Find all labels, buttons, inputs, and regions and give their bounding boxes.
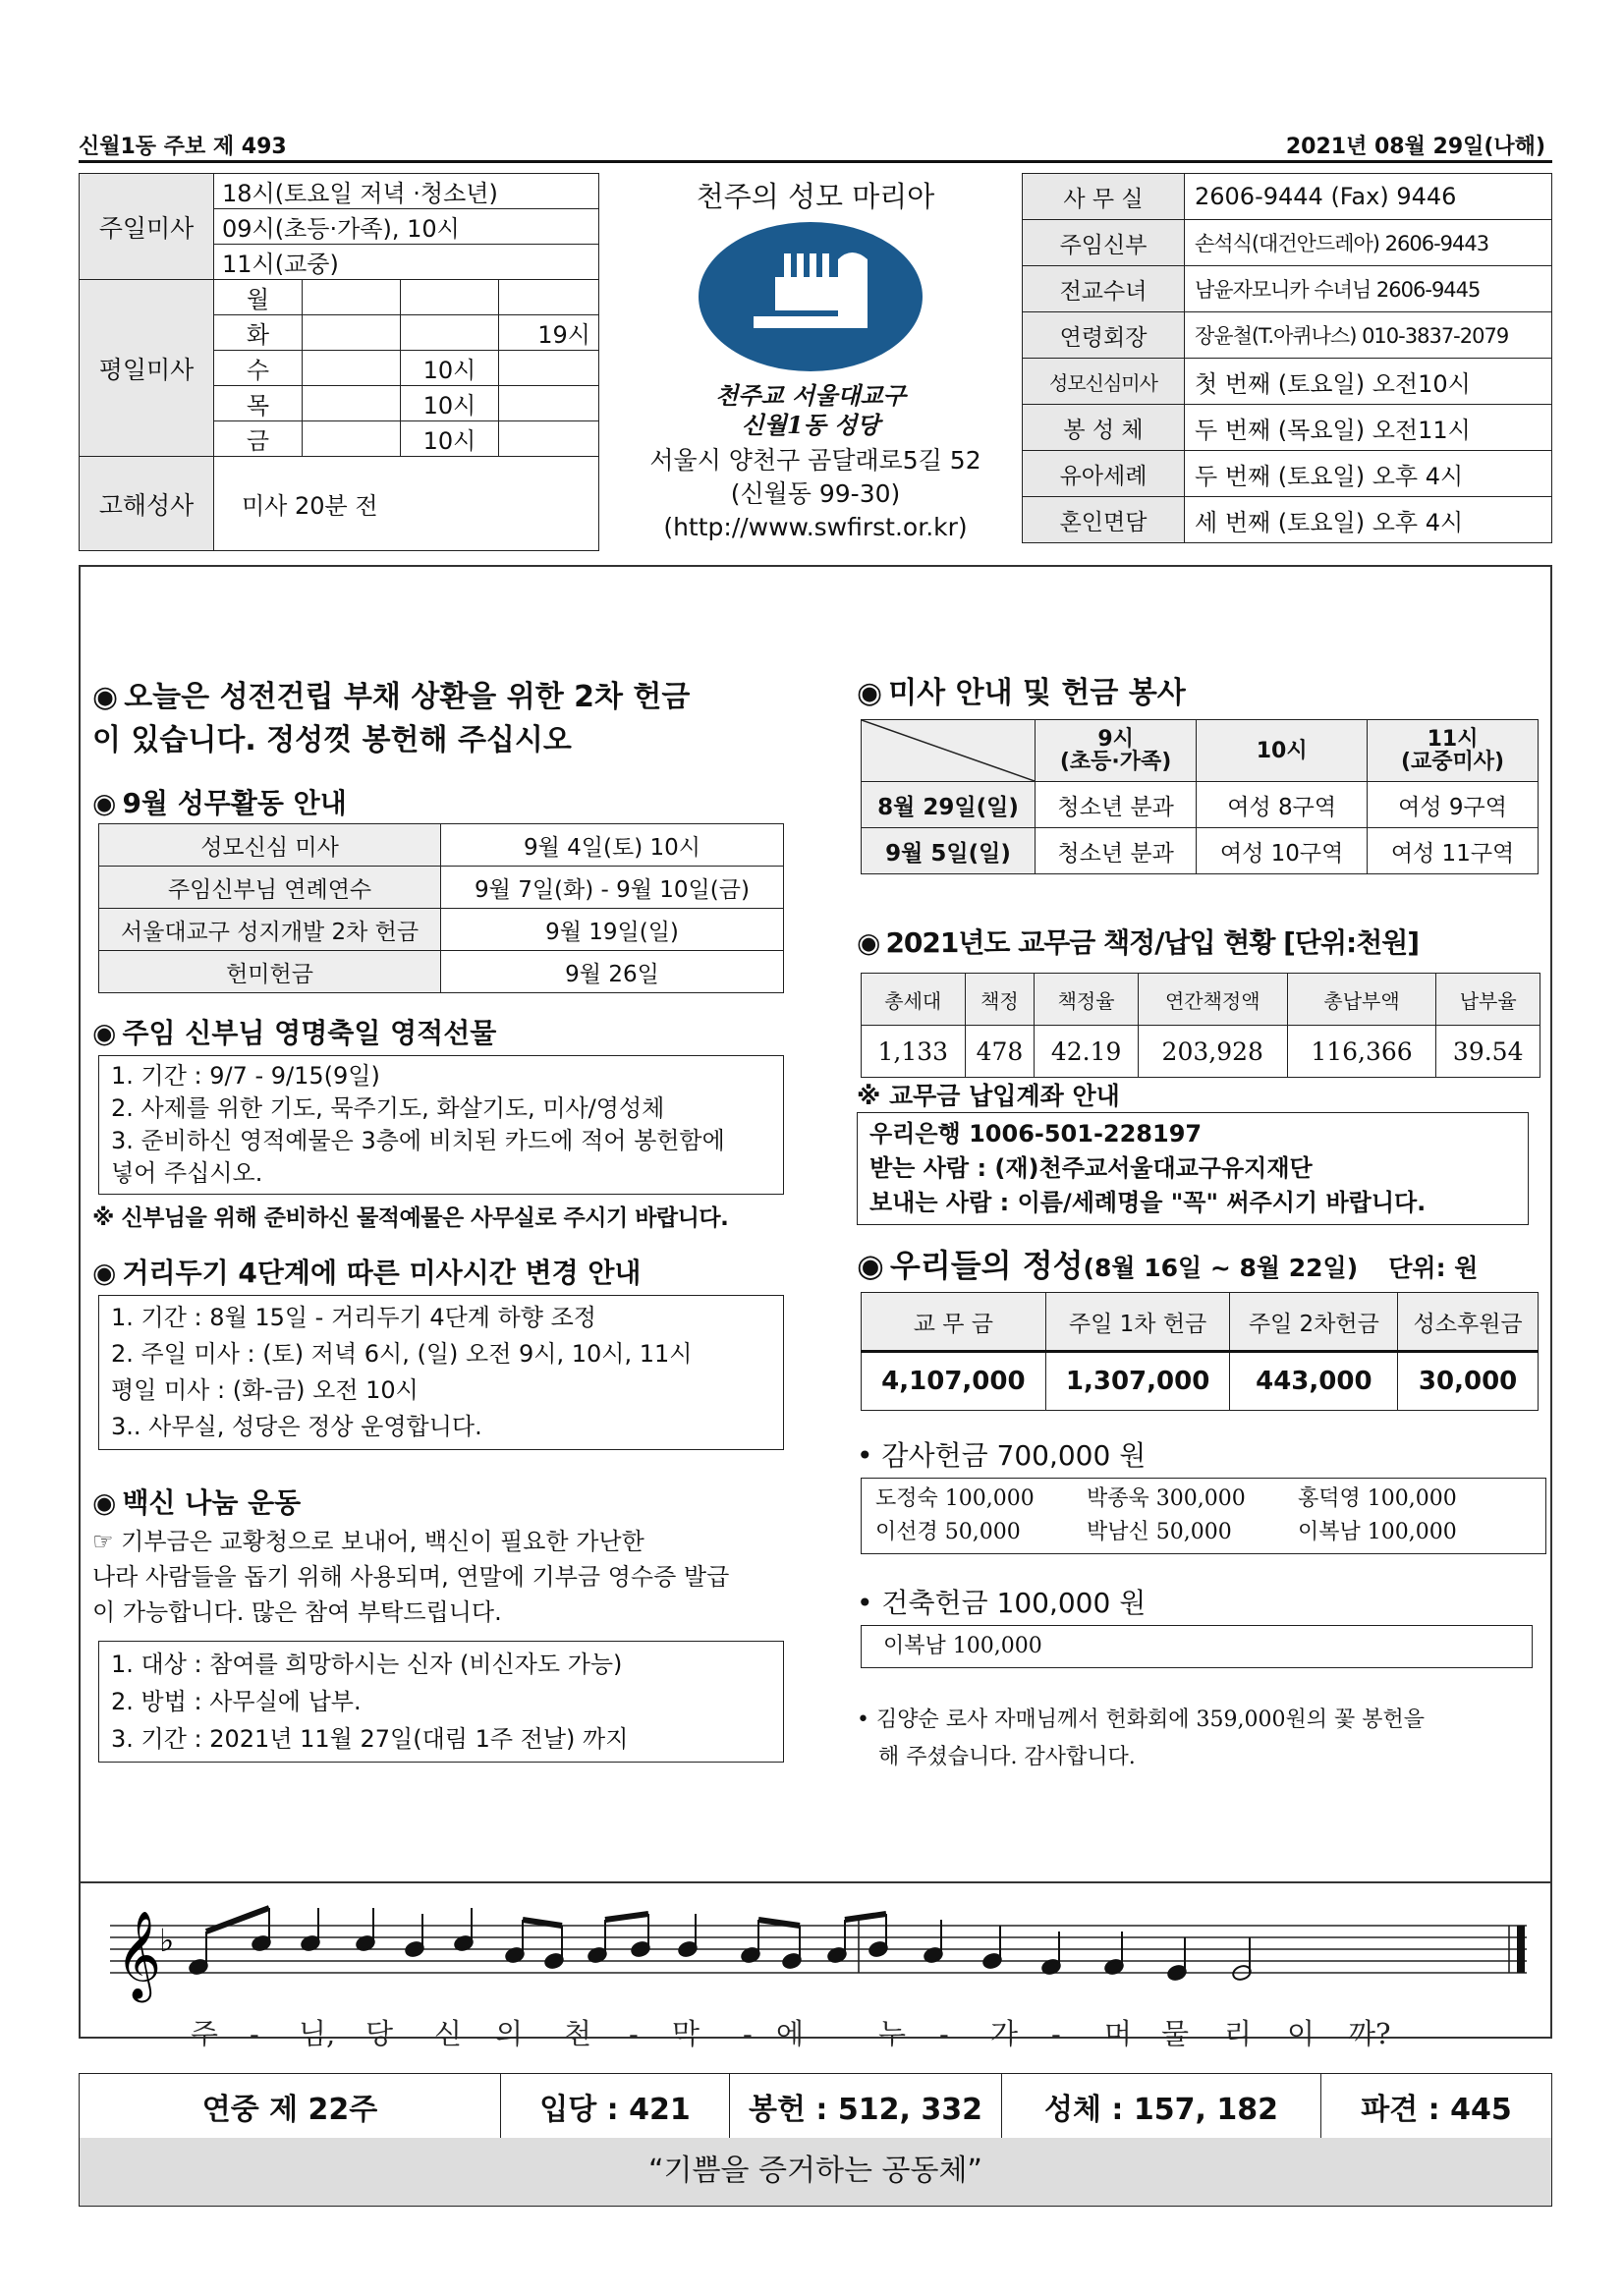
offering-table xyxy=(861,1292,1539,1411)
mass-service-cell: 여성 11구역 xyxy=(1368,828,1539,874)
header-divider xyxy=(79,160,1552,163)
office-value: 2606-9444 (Fax) 9446 xyxy=(1185,174,1552,220)
confession-value: 미사 20분 전 xyxy=(214,457,599,551)
parish-title: 천주의 성모 마리아 xyxy=(696,180,935,213)
feast-item: 2. 사제를 위한 기도, 묵주기도, 화살기도, 미사/영성체 xyxy=(111,1094,665,1122)
feast-item: 1. 기간 : 9/7 - 9/15(9일) xyxy=(111,1062,380,1090)
weekday-time xyxy=(401,315,499,351)
feast-title-text: 주임 신부님 영명축일 영적선물 xyxy=(122,1017,497,1049)
dues-section-title xyxy=(857,922,1419,965)
weekday-time xyxy=(401,280,499,315)
section-bullet-icon: ◉ xyxy=(857,676,883,710)
offering-section-title xyxy=(857,1244,1478,1290)
flat-icon: ♭ xyxy=(159,1922,175,1959)
treble-clef-icon: 𝄞 xyxy=(116,1911,162,1999)
distancing-title-text: 거리두기 4단계에 따른 미사시간 변경 안내 xyxy=(122,1257,642,1289)
september-schedule-table xyxy=(98,823,784,993)
dues-title-text: 2021년도 교무금 책정/납입 현황 [단위:천원] xyxy=(885,926,1420,959)
offering-period: (8월 16일 ~ 8월 22일) xyxy=(1083,1254,1359,1282)
weekday-time xyxy=(499,351,599,386)
offering-unit: 단위: 원 xyxy=(1388,1254,1479,1282)
weekday-time: 19시 xyxy=(499,315,599,351)
note-beam xyxy=(845,1914,886,1920)
september-section-title xyxy=(92,782,347,825)
lyric: - xyxy=(629,2017,639,2050)
dues-header: 납부율 xyxy=(1436,974,1540,1026)
lyric: 머 xyxy=(1104,2017,1133,2050)
mass-service-header: 10시 xyxy=(1197,720,1368,782)
mass-service-title-text: 미사 안내 및 헌금 봉사 xyxy=(888,676,1186,710)
lyric: 신 xyxy=(434,2017,463,2050)
office-value: 남윤자모니카 수녀님 2606-9445 xyxy=(1185,266,1552,312)
lyric: 천 xyxy=(564,2017,592,2050)
bullet-dot-icon: • xyxy=(857,1439,882,1472)
thanks-row xyxy=(875,1483,1532,1516)
distancing-item: 평일 미사 : (화-금) 오전 10시 xyxy=(111,1376,419,1404)
distancing-item: 3.. 사무실, 성당은 정상 운영합니다. xyxy=(111,1413,482,1440)
dues-value: 116,366 xyxy=(1287,1026,1436,1078)
dues-value: 39.54 xyxy=(1436,1026,1540,1078)
feast-section-title xyxy=(92,1012,496,1055)
account-title: ※ 교무금 납입계좌 안내 xyxy=(857,1082,1120,1110)
mass-service-header: 9시 (초등·가족) xyxy=(1036,720,1197,782)
mass-service-cell: 여성 9구역 xyxy=(1368,782,1539,828)
main-notice-line-2: 이 있습니다. 정성껏 봉헌해 주십시오 xyxy=(92,723,572,757)
offering-value: 30,000 xyxy=(1398,1352,1539,1411)
melody-notes xyxy=(188,1908,1252,1982)
dismissal-hymn: 파견 : 445 xyxy=(1321,2074,1552,2139)
vaccine-desc-line: ☞ 기부금은 교황청으로 보내어, 백신이 필요한 가난한 xyxy=(92,1528,644,1555)
vaccine-details-box xyxy=(98,1641,784,1763)
dues-header: 총세대 xyxy=(862,974,966,1026)
main-notice-line-1: 오늘은 성전건립 부채 상환을 위한 2차 헌금 xyxy=(124,680,691,714)
entrance-hymn: 입당 : 421 xyxy=(501,2074,730,2139)
bullet-dot-icon: • xyxy=(857,1587,882,1619)
website-link[interactable]: (http://www.swfirst.or.kr) xyxy=(663,513,968,541)
bulletin-issue: 신월1동 주보 제 493 xyxy=(79,135,287,159)
flower-line-2: 해 주셨습니다. 감사합니다. xyxy=(878,1745,1136,1769)
weekday-time: 10시 xyxy=(401,421,499,457)
office-label: 유아세례 xyxy=(1023,451,1185,497)
offering-title-text: 우리들의 정성 xyxy=(889,1247,1084,1284)
section-bullet-icon: ◉ xyxy=(92,1486,117,1519)
office-label: 주임신부 xyxy=(1023,220,1185,266)
dues-value: 478 xyxy=(965,1026,1035,1078)
note-beam xyxy=(605,1914,648,1920)
donor: 박종욱 300,000 xyxy=(1087,1486,1246,1511)
lyric: 의 xyxy=(495,2017,524,2050)
weekday-time xyxy=(303,351,401,386)
office-value: 첫 번째 (토요일) 오전10시 xyxy=(1185,359,1552,405)
weekday-day: 목 xyxy=(214,386,303,421)
schedule-value: 9월 19일(일) xyxy=(441,909,784,951)
liturgy-footer-table xyxy=(79,2073,1552,2139)
communion-hymn: 성체 : 157, 182 xyxy=(1002,2074,1321,2139)
offering-header: 성소후원금 xyxy=(1398,1293,1539,1352)
account-line: 보내는 사람 : 이름/세례명을 "꼭" 써주시기 바랍니다. xyxy=(869,1189,1427,1216)
weekday-day: 월 xyxy=(214,280,303,315)
lyric: 가 xyxy=(990,2017,1019,2050)
section-bullet-icon: ◉ xyxy=(92,1017,117,1049)
feast-note: ※ 신부님을 위해 준비하신 물적예물은 사무실로 주시기 바랍니다. xyxy=(92,1205,729,1231)
weekday-time: 10시 xyxy=(401,351,499,386)
schedule-label: 헌미헌금 xyxy=(99,951,441,993)
lyric: 님, xyxy=(299,2017,336,2050)
note-beam xyxy=(523,1920,562,1926)
song-lyrics xyxy=(191,2017,1391,2050)
dues-value: 1,133 xyxy=(862,1026,966,1078)
feast-item: 3. 준비하신 영적예물은 3층에 비치된 카드에 적어 봉헌함에 xyxy=(111,1127,725,1154)
weekday-time xyxy=(499,421,599,457)
office-label: 혼인면담 xyxy=(1023,497,1185,543)
end-barline xyxy=(1517,1926,1525,1973)
lyric: - xyxy=(939,2017,949,2050)
weekday-time xyxy=(303,421,401,457)
parish-logo-caption xyxy=(695,381,926,440)
lyric: 에 xyxy=(776,2017,805,2050)
feast-details-box xyxy=(98,1055,784,1195)
donor: 도정숙 100,000 xyxy=(875,1486,1035,1511)
thanks-row xyxy=(875,1516,1532,1549)
office-label: 연령회장 xyxy=(1023,312,1185,359)
account-line: 우리은행 1006-501-228197 xyxy=(869,1120,1203,1148)
sunday-mass-label: 주일미사 xyxy=(80,174,214,280)
lyric: 리 xyxy=(1224,2017,1253,2050)
offering-header: 교 무 금 xyxy=(862,1293,1046,1352)
parish-logo xyxy=(695,220,926,377)
mass-service-cell: 여성 8구역 xyxy=(1197,782,1368,828)
weekday-time xyxy=(499,280,599,315)
schedule-label: 서울대교구 성지개발 2차 헌금 xyxy=(99,909,441,951)
mass-times-table xyxy=(79,173,599,551)
mass-service-date: 9월 5일(일) xyxy=(862,828,1036,874)
address-line-2: (신월동 99-30) xyxy=(730,479,901,508)
weekday-time xyxy=(499,386,599,421)
schedule-value: 9월 7일(화) - 9월 10일(금) xyxy=(441,867,784,909)
section-bullet-icon: ◉ xyxy=(92,787,117,819)
bulletin-date: 2021년 08월 29일(나해) xyxy=(1285,135,1545,159)
offertory-hymn: 봉헌 : 512, 332 xyxy=(730,2074,1002,2139)
office-value: 손석식(대건안드레아) 2606-9443 xyxy=(1185,220,1552,266)
weekday-day: 수 xyxy=(214,351,303,386)
section-bullet-icon: ◉ xyxy=(92,1257,117,1289)
vaccine-item: 2. 방법 : 사무실에 납부. xyxy=(111,1688,362,1715)
mass-service-cell: 여성 10구역 xyxy=(1197,828,1368,874)
lyric: 당 xyxy=(365,2017,394,2050)
address-line-1: 서울시 양천구 곰달래로5길 52 xyxy=(649,446,981,475)
building-donor: 이복남 100,000 xyxy=(861,1625,1533,1668)
offering-header: 주일 2차헌금 xyxy=(1230,1293,1398,1352)
dues-header: 책정 xyxy=(965,974,1035,1026)
office-value: 두 번째 (목요일) 오전11시 xyxy=(1185,405,1552,451)
parish-address xyxy=(619,444,1012,544)
offering-header: 주일 1차 헌금 xyxy=(1045,1293,1230,1352)
building-title-text: 건축헌금 100,000 원 xyxy=(881,1587,1147,1619)
lyric: 주 xyxy=(191,2017,219,2050)
sunday-mass-line-3: 11시(교중) xyxy=(214,245,599,280)
dues-header: 연간책정액 xyxy=(1138,974,1287,1026)
sunday-mass-line-1: 18시(토요일 저녁 ·청소년) xyxy=(214,174,599,209)
logo-caption-line-2: 신월1동 성당 xyxy=(741,411,880,439)
schedule-value: 9월 4일(토) 10시 xyxy=(441,824,784,867)
office-value: 두 번째 (토요일) 오후 4시 xyxy=(1185,451,1552,497)
offering-value: 4,107,000 xyxy=(862,1352,1046,1411)
account-box xyxy=(857,1112,1529,1225)
vaccine-desc-line: 이 가능합니다. 많은 참여 부탁드립니다. xyxy=(92,1598,502,1626)
parish-slogan: “기쁨을 증거하는 공동체” xyxy=(79,2138,1552,2207)
mass-service-cell: 청소년 분과 xyxy=(1036,782,1197,828)
vaccine-title-text: 백신 나눔 운동 xyxy=(122,1486,302,1519)
confession-label: 고해성사 xyxy=(80,457,214,551)
office-label: 전교수녀 xyxy=(1023,266,1185,312)
offering-value: 443,000 xyxy=(1230,1352,1398,1411)
weekday-mass-label: 평일미사 xyxy=(80,280,214,457)
mass-service-title xyxy=(857,672,1186,715)
vaccine-description xyxy=(92,1524,800,1630)
diagonal-line-icon xyxy=(862,720,1035,781)
mass-service-header: 11시 (교중미사) xyxy=(1368,720,1539,782)
weekday-time xyxy=(303,386,401,421)
music-staff xyxy=(102,1896,1537,2063)
mass-service-date: 8월 29일(일) xyxy=(862,782,1036,828)
section-bullet-icon: ◉ xyxy=(857,1247,884,1284)
thanks-title xyxy=(857,1434,1146,1474)
lyric: 누 xyxy=(878,2017,907,2050)
lyric: - xyxy=(1051,2017,1061,2050)
mass-service-cell: 청소년 분과 xyxy=(1036,828,1197,874)
office-label: 성모신심미사 xyxy=(1023,359,1185,405)
donor: 이복남 100,000 xyxy=(1298,1520,1457,1544)
vaccine-item: 1. 대상 : 참여를 희망하시는 신자 (비신자도 가능) xyxy=(111,1651,623,1678)
lyric: 물 xyxy=(1161,2017,1190,2050)
notice-bullet-icon: ◉ xyxy=(92,680,119,714)
logo-caption-line-1: 천주교 서울대교구 xyxy=(715,381,906,410)
offering-value: 1,307,000 xyxy=(1045,1352,1230,1411)
donor: 홍덕영 100,000 xyxy=(1298,1486,1457,1511)
lyric: 이 xyxy=(1287,2017,1316,2050)
distancing-item: 1. 기간 : 8월 15일 - 거리두기 4단계 하향 조정 xyxy=(111,1304,596,1331)
schedule-label: 주임신부님 연례연수 xyxy=(99,867,441,909)
distancing-item: 2. 주일 미사 : (토) 저녁 6시, (일) 오전 9시, 10시, 11시 xyxy=(111,1340,693,1368)
dues-value: 203,928 xyxy=(1138,1026,1287,1078)
section-bullet-icon: ◉ xyxy=(857,926,880,959)
dues-table xyxy=(861,973,1540,1078)
weekday-day: 화 xyxy=(214,315,303,351)
sunday-mass-line-2: 09시(초등·가족), 10시 xyxy=(214,209,599,245)
flower-note xyxy=(857,1702,1425,1776)
schedule-label: 성모신심 미사 xyxy=(99,824,441,867)
distancing-section-title xyxy=(92,1252,641,1295)
vaccine-item: 3. 기간 : 2021년 11월 27일(대림 1주 전날) 까지 xyxy=(111,1725,629,1753)
dues-value: 42.19 xyxy=(1035,1026,1139,1078)
mass-service-table xyxy=(861,719,1539,874)
note-beam xyxy=(758,1920,800,1926)
lyric: - xyxy=(250,2017,259,2050)
thanks-box xyxy=(861,1478,1546,1554)
vaccine-section-title xyxy=(92,1482,301,1525)
bullet-dot-icon: • xyxy=(857,1708,876,1732)
diagonal-header-cell xyxy=(862,720,1036,782)
note-beam xyxy=(206,1908,269,1932)
weekday-time: 10시 xyxy=(401,386,499,421)
weekday-day: 금 xyxy=(214,421,303,457)
office-contact-table xyxy=(1022,173,1552,543)
office-label: 사 무 실 xyxy=(1023,174,1185,220)
office-value: 세 번째 (토요일) 오후 4시 xyxy=(1185,497,1552,543)
liturgical-week: 연중 제 22주 xyxy=(80,2074,501,2139)
account-line: 받는 사람 : (재)천주교서울대교구유지재단 xyxy=(869,1154,1313,1182)
flower-line-1: 김양순 로사 자매님께서 헌화회에 359,000원의 꽃 봉헌을 xyxy=(875,1708,1425,1732)
building-title xyxy=(857,1582,1146,1621)
donor: 박남신 50,000 xyxy=(1087,1520,1232,1544)
donor: 이선경 50,000 xyxy=(875,1520,1021,1544)
main-notice xyxy=(92,676,800,762)
office-label: 봉 성 체 xyxy=(1023,405,1185,451)
parish-logo-icon xyxy=(695,220,926,377)
weekday-time xyxy=(303,315,401,351)
vaccine-desc-line: 나라 사람들을 돕기 위해 사용되며, 연말에 기부금 영수증 발급 xyxy=(92,1563,730,1591)
office-value: 장윤철(T.아퀴나스) 010-3837-2079 xyxy=(1185,312,1552,359)
distancing-details-box xyxy=(98,1295,784,1450)
schedule-value: 9월 26일 xyxy=(441,951,784,993)
lyric: - xyxy=(743,2017,753,2050)
lyric: 까? xyxy=(1348,2017,1391,2050)
thanks-title-text: 감사헌금 700,000 원 xyxy=(881,1439,1147,1472)
dues-header: 총납부액 xyxy=(1287,974,1436,1026)
dues-header: 책정율 xyxy=(1035,974,1139,1026)
weekday-time xyxy=(303,280,401,315)
lyric: 막 xyxy=(672,2017,700,2050)
september-title-text: 9월 성무활동 안내 xyxy=(122,787,347,819)
music-divider xyxy=(79,1881,1552,1883)
feast-item: 넣어 주십시오. xyxy=(111,1159,263,1187)
